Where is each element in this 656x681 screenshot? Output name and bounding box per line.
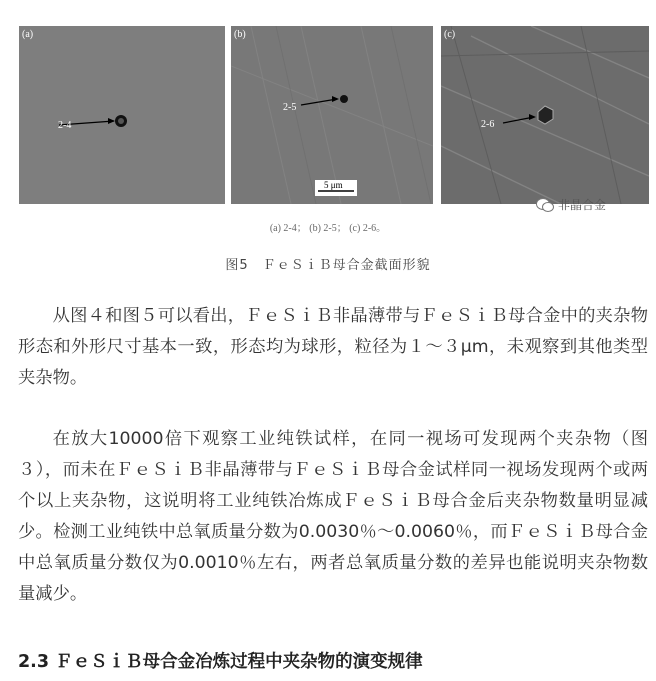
scale-bar-label: 5 μm [324, 180, 343, 190]
inclusion-marker-2-4: 2-4 [58, 120, 72, 131]
panel-label-a: (a) [22, 29, 34, 40]
micrograph-panel-a [19, 26, 225, 204]
panel-label-c: (c) [444, 29, 456, 40]
micrograph-image-b [231, 26, 433, 204]
inclusion-marker-2-6: 2-6 [481, 119, 495, 130]
micrograph-image-c [441, 26, 649, 204]
micrograph-panel-b [231, 26, 433, 204]
watermark [536, 196, 606, 213]
micrograph-image-a [19, 26, 225, 204]
panel-label-b: (b) [234, 29, 246, 40]
figure-caption: 图5 ＦｅＳｉＢ母合金截面形貌 [225, 258, 431, 273]
paragraph-2: 在放大10000倍下观察工业纯铁试样，在同一视场可发现两个夹杂物（图３），而未在ＦｅＳｉＢ非晶薄带与ＦｅＳｉＢ母合金试样同一视场发现两个或两个以上夹杂物，这说明将工业纯铁冶炼成ＦｅＳｉＢ母合金后夹杂物数量明显减少。检测工业纯铁中总氧质量分数为0.0030％～0.0060％，而ＦｅＳｉＢ母合金中总氧质量分数仅为0.0010％左右，两者总氧质量分数的差异也能说明夹杂物数量减少。 [18, 429, 648, 604]
wechat-icon [536, 198, 554, 212]
micrograph-panel-c [441, 26, 649, 204]
section-heading: 2.3 ＦｅＳｉＢ母合金冶炼过程中夹杂物的演变规律 [18, 652, 423, 672]
watermark-text: 非晶合金 [558, 198, 607, 212]
paragraph-1: 从图４和图５可以看出，ＦｅＳｉＢ非晶薄带与ＦｅＳｉＢ母合金中的夹杂物形态和外形尺寸基本一致，形态均为球形，粒径为１～３μm，未观察到其他类型夹杂物。 [18, 306, 648, 388]
figure-sub-caption: (a) 2-4； (b) 2-5； (c) 2-6。 [269, 223, 387, 234]
inclusion-marker-2-5: 2-5 [283, 102, 297, 113]
